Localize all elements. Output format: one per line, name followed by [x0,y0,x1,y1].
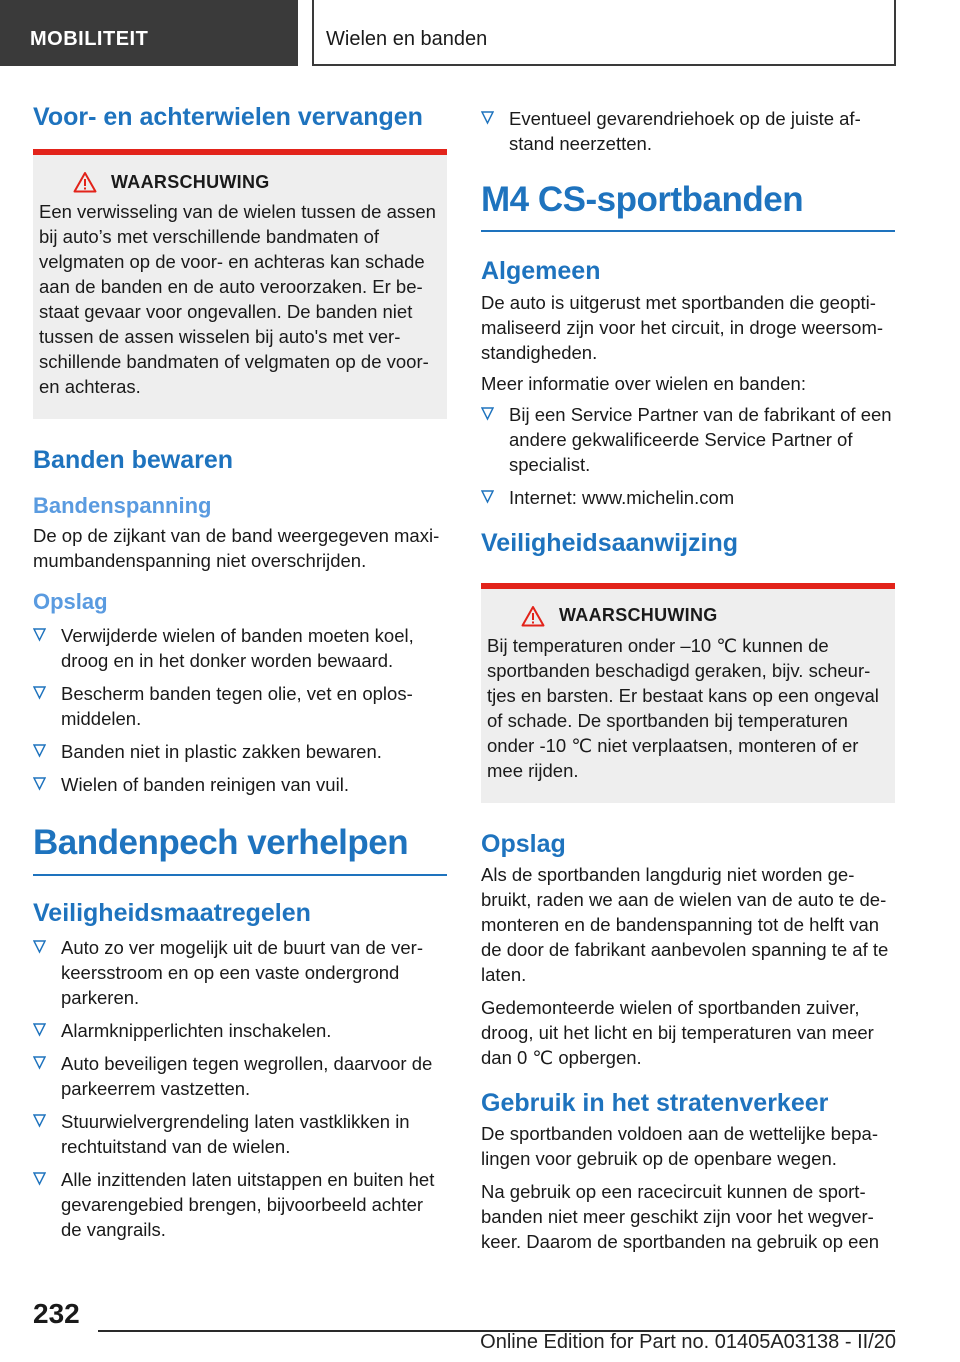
bullet-triangle-icon [33,1113,46,1129]
bullet-triangle-icon [33,1022,46,1038]
bullet-triangle-icon [33,743,46,759]
bullet-triangle-icon [481,110,494,126]
list-item: Auto beveiligen tegen wegrollen, daarvoor de parkeerrem vastzetten. [33,1051,447,1101]
road-text-2: Na gebruik op een racecircuit kunnen de sportbanden niet meer geschikt zijn voor het wegverkeer. Daarom de sportbanden na gebruik op een [481,1181,880,1253]
opslag-text-2: Gedemonteerde wielen of sportbanden zuiver, droog, uit het licht en bij temperaturen van meer dan 0 ℃ opbergen. [481,997,874,1068]
opslag-list [33,623,447,797]
list-item: Alle inzittenden laten uitstappen en buiten het gevarengebied brengen, bijvoorbeeld achter de vangrails. [33,1167,447,1242]
list-item: Eventueel gevarendriehoek op de juiste afstand neerzetten. [481,106,895,156]
heading-wheel-swap: Voor- en achterwielen vervangen [33,103,423,131]
general-text: De auto is uitgerust met sportbanden die geoptimaliseerd zijn voor het circuit, in droge weersomstandigheden. [481,291,884,363]
warning-title: WAARSCHUWING [111,171,270,192]
right-column [481,100,895,1254]
page-number: 232 [33,1298,80,1329]
heading-safety-note: Veiligheidsaanwijzing [481,528,739,557]
warning-text: Bij temperaturen onder –10 ℃ kunnen de sportbanden beschadigd geraken, bijv. scheurtjes en barsten. Er bestaat kans op een ongeval of schade. De sportbanden bij temperaturen onder -10 ℃ niet verplaatsen, monteren of er mee rijden. [487,634,879,781]
chapter-title: Wielen en banden [312,0,896,66]
list-item: Wielen of banden reinigen van vuil. [33,772,447,797]
heading-safety-measures: Veiligheidsmaatregelen [33,898,311,927]
heading-flat-tyre: Bandenpech verhelpen [33,823,447,875]
warning-box-wheel-swap [33,149,447,419]
heading-m4-sport-tyres: M4 CS-sportbanden [481,180,895,232]
warning-text: Een verwisseling van de wielen tussen de assen bij auto’s met verschillende bandmaten of velgmaten op de voor- en achteras kan schade aan de banden en de auto veroorzaken. Er bestaat gevaar voor ongevallen. De banden niet tussen de assen wisselen bij auto's met verschillende bandmaten of velgmaten op de voor- en achteras. [39,201,436,398]
bullet-triangle-icon [481,406,494,422]
warning-box-temperature [481,583,895,803]
heading-opslag: Opslag [33,588,108,614]
continued-list [481,106,895,156]
bullet-triangle-icon [33,627,46,643]
warning-triangle-icon [73,171,97,193]
section-title: MOBILITEIT [0,0,298,66]
heading-general: Algemeen [481,257,601,286]
list-item: Internet: www.michelin.com [481,485,895,510]
bullet-triangle-icon [481,489,494,505]
heading-storage: Banden bewaren [33,446,234,475]
bullet-triangle-icon [33,1055,46,1071]
heading-opslag-sport: Opslag [481,829,566,858]
more-info-text: Meer informatie over wielen en banden: [481,372,806,394]
list-item: Stuurwielvergrendeling laten vastklikken in rechtuitstand van de wielen. [33,1109,447,1159]
edition-text: Online Edition for Part no. 01405A03138 - II/20 [480,1331,896,1353]
heading-road-use: Gebruik in het stratenverkeer [481,1089,829,1117]
bullet-triangle-icon [33,776,46,792]
list-item: Banden niet in plastic zakken bewaren. [33,739,447,764]
info-list [481,402,895,510]
heading-pressure: Bandenspanning [33,492,212,518]
list-item: Verwijderde wielen of banden moeten koel, droog en in het donker worden bewaard. [33,623,447,673]
opslag-text-1: Als de sportbanden langdurig niet worden gebruikt, raden we aan de wielen van de auto te demonteren en de bandenspanning tot de helft van de door de fabrikant aanbevolen spanning te af te laten. [481,864,889,985]
bullet-triangle-icon [33,685,46,701]
bullet-triangle-icon [33,1171,46,1187]
warning-triangle-icon [521,605,545,627]
warning-title: WAARSCHUWING [559,605,718,626]
list-item: Bescherm banden tegen olie, vet en oplosmiddelen. [33,681,447,731]
list-item: Alarmknipperlichten inschakelen. [33,1018,447,1043]
bullet-triangle-icon [33,939,46,955]
safety-list [33,935,447,1242]
pressure-text: De op de zijkant van de band weergegeven maximumbandenspanning niet overschrijden. [33,524,440,571]
left-column [33,100,447,1250]
list-item: Auto zo ver mogelijk uit de buurt van de verkeersstroom en op een vaste ondergrond parkeren. [33,935,447,1010]
road-text-1: De sportbanden voldoen aan de wettelijke bepalingen voor gebruik op de openbare wegen. [481,1123,879,1170]
list-item: Bij een Service Partner van de fabrikant of een andere gekwalificeerde Service Partner of specialist. [481,402,895,477]
